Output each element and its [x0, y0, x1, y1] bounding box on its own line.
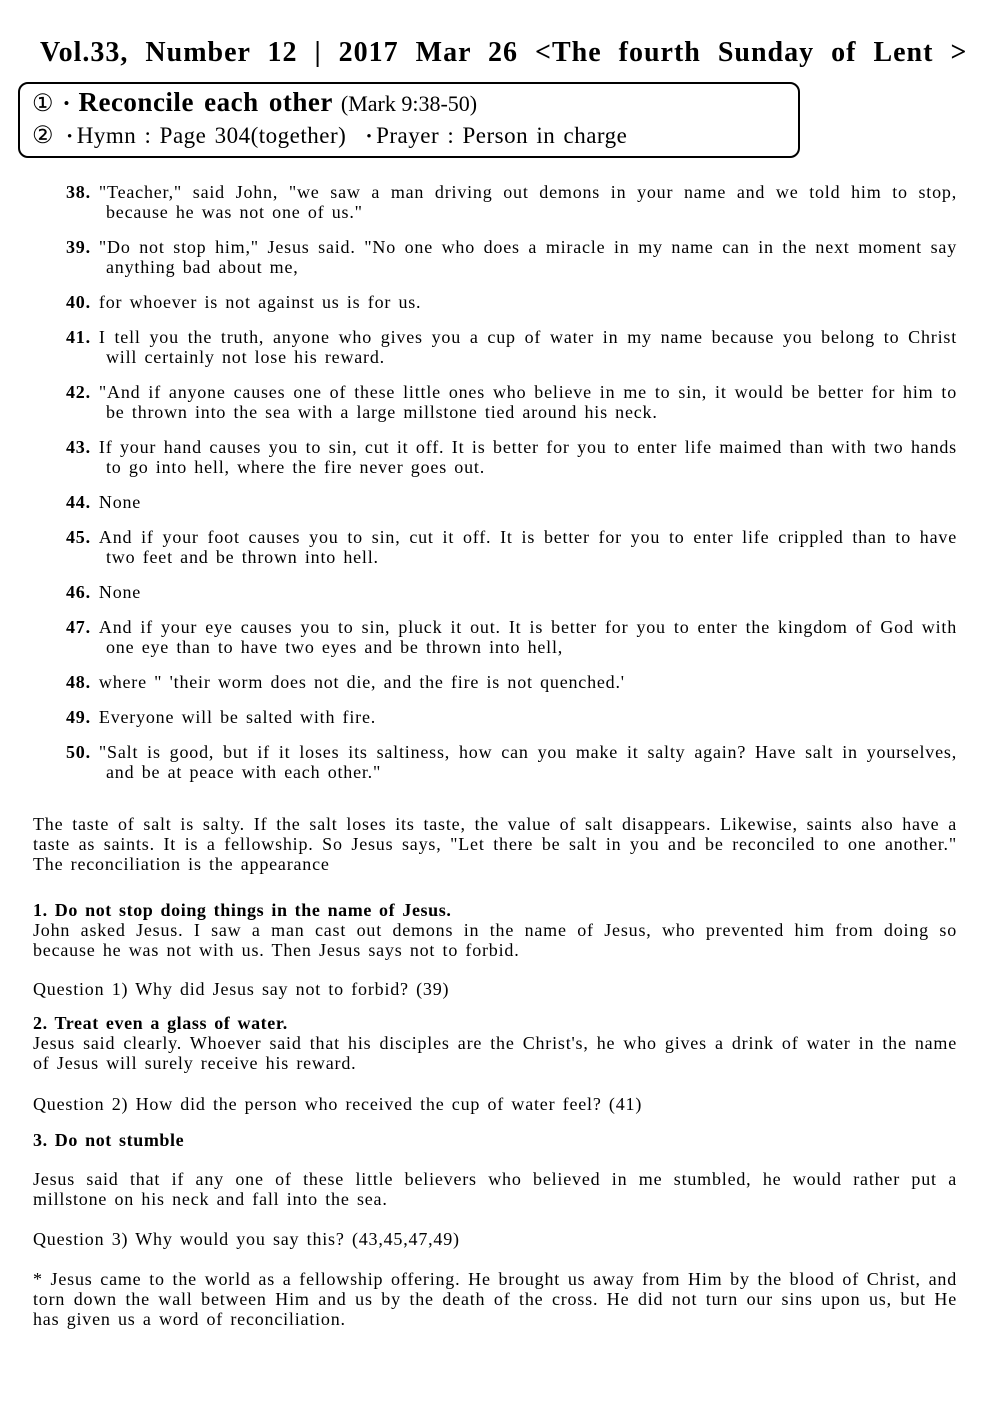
question-2: Question 2) How did the person who received the cup of water feel? (41) — [33, 1094, 643, 1114]
verse-number: 42. — [66, 382, 91, 402]
service-info-line-1 — [32, 86, 788, 121]
verse-text: "Salt is good, but if it loses its saltiness, how can you make it salty again? Have salt in yourselves, and be at peace with each other." — [98, 742, 957, 782]
verse-number: 39. — [66, 237, 91, 257]
verse-text: If your hand causes you to sin, cut it off. It is better for you to enter life maimed than with two hands to go into hell, where the fire never goes out. — [98, 437, 957, 477]
prayer-info: Prayer : Person in charge — [376, 123, 628, 148]
commentary-section-3 — [33, 1130, 957, 1249]
verse-45 — [33, 527, 957, 567]
commentary-section-1 — [33, 900, 957, 999]
verse-number: 48. — [66, 672, 91, 692]
verse-text: "And if anyone causes one of these little ones who believe in me to sin, it would be better for him to be thrown into the sea with a large millstone tied around his neck. — [98, 382, 957, 422]
verse-text: And if your eye causes you to sin, pluck it out. It is better for you to enter the kingdom of God with one eye than to have two eyes and be thrown into hell, — [98, 617, 957, 657]
commentary-footnote: * Jesus came to the world as a fellowship offering. He brought us away from Him by the blood of Christ, and torn down the wall between Him and us by the death of the cross. He did not turn our sins upon us, but He has given us a word of reconciliation. — [33, 1269, 957, 1329]
verse-number: 44. — [66, 492, 91, 512]
question-1: Question 1) Why did Jesus say not to forbid? (39) — [33, 979, 450, 999]
verse-44 — [33, 492, 957, 512]
verse-48 — [33, 672, 957, 692]
verse-text: Everyone will be salted with fire. — [98, 707, 377, 727]
verse-42 — [33, 382, 957, 422]
verse-text: None — [98, 582, 142, 602]
verse-number: 40. — [66, 292, 91, 312]
verse-text: "Do not stop him," Jesus said. "No one who does a miracle in my name can in the next moment say anything bad about me, — [98, 237, 957, 277]
commentary-section-2 — [33, 1013, 957, 1114]
page-title: Vol.33, Number 12 | 2017 Mar 26 <The fourth Sunday of Lent > — [40, 37, 968, 68]
verse-number: 45. — [66, 527, 91, 547]
circled-one-icon: ① — [32, 91, 54, 117]
verse-text: "Teacher," said John, "we saw a man driving out demons in your name and we told him to stop, because he was not one of us." — [98, 182, 957, 222]
verse-text: And if your foot causes you to sin, cut it off. It is better for you to enter life crippled than to have two feet and be thrown into hell. — [98, 527, 957, 567]
circled-two-icon: ② — [32, 123, 55, 149]
section-3-body: Jesus said that if any one of these little believers who believed in me stumbled, he would rather put a millstone on his neck and fall into the sea. — [33, 1169, 957, 1209]
bullet-icon: • — [63, 94, 70, 113]
verse-number: 41. — [66, 327, 91, 347]
question-3: Question 3) Why would you say this? (43,45,47,49) — [33, 1229, 460, 1249]
verse-text: where " 'their worm does not die, and the fire is not quenched.' — [98, 672, 625, 692]
verse-text: I tell you the truth, anyone who gives you a cup of water in my name because you belong to Christ will certainly not lose his reward. — [98, 327, 957, 367]
verse-47 — [33, 617, 957, 657]
bullet-icon: • — [67, 129, 73, 145]
verse-number: 50. — [66, 742, 91, 762]
verse-41 — [33, 327, 957, 367]
verse-number: 47. — [66, 617, 91, 637]
verse-text: None — [98, 492, 142, 512]
verse-40 — [33, 292, 957, 312]
verse-49 — [33, 707, 957, 727]
verse-text: for whoever is not against us is for us. — [98, 292, 422, 312]
verse-number: 46. — [66, 582, 91, 602]
verse-number: 43. — [66, 437, 91, 457]
bulletin-body — [33, 182, 957, 1329]
scripture-reference: (Mark 9:38-50) — [340, 91, 478, 116]
section-1-body: John asked Jesus. I saw a man cast out demons in the name of Jesus, who prevented him from doing so because he was not with us. Then Jesus says not to forbid. — [33, 920, 957, 960]
bullet-icon: • — [366, 129, 373, 145]
verse-43 — [33, 437, 957, 477]
verse-50 — [33, 742, 957, 782]
verse-number: 49. — [66, 707, 91, 727]
hymn-info: Hymn : Page 304(together) — [76, 123, 347, 148]
sermon-title: Reconcile each other — [78, 87, 333, 117]
service-info-box — [18, 82, 800, 158]
verse-number: 38. — [66, 182, 91, 202]
section-2-heading: 2. Treat even a glass of water. — [33, 1013, 288, 1033]
section-1-heading: 1. Do not stop doing things in the name of Jesus. — [33, 900, 452, 920]
service-info-line-2 — [32, 121, 788, 152]
verse-39 — [33, 237, 957, 277]
verse-46 — [33, 582, 957, 602]
section-2-body: Jesus said clearly. Whoever said that his disciples are the Christ's, he who gives a drink of water in the name of Jesus will surely receive his reward. — [33, 1033, 957, 1073]
verse-38 — [33, 182, 957, 222]
section-3-heading: 3. Do not stumble — [33, 1130, 185, 1150]
commentary-intro: The taste of salt is salty. If the salt loses its taste, the value of salt disappears. Likewise, saints also have a taste as saints. It is a fellowship. So Jesus says, "Let there be salt in you and be reconciled to one another." The reconciliation is the appearance — [33, 814, 957, 874]
